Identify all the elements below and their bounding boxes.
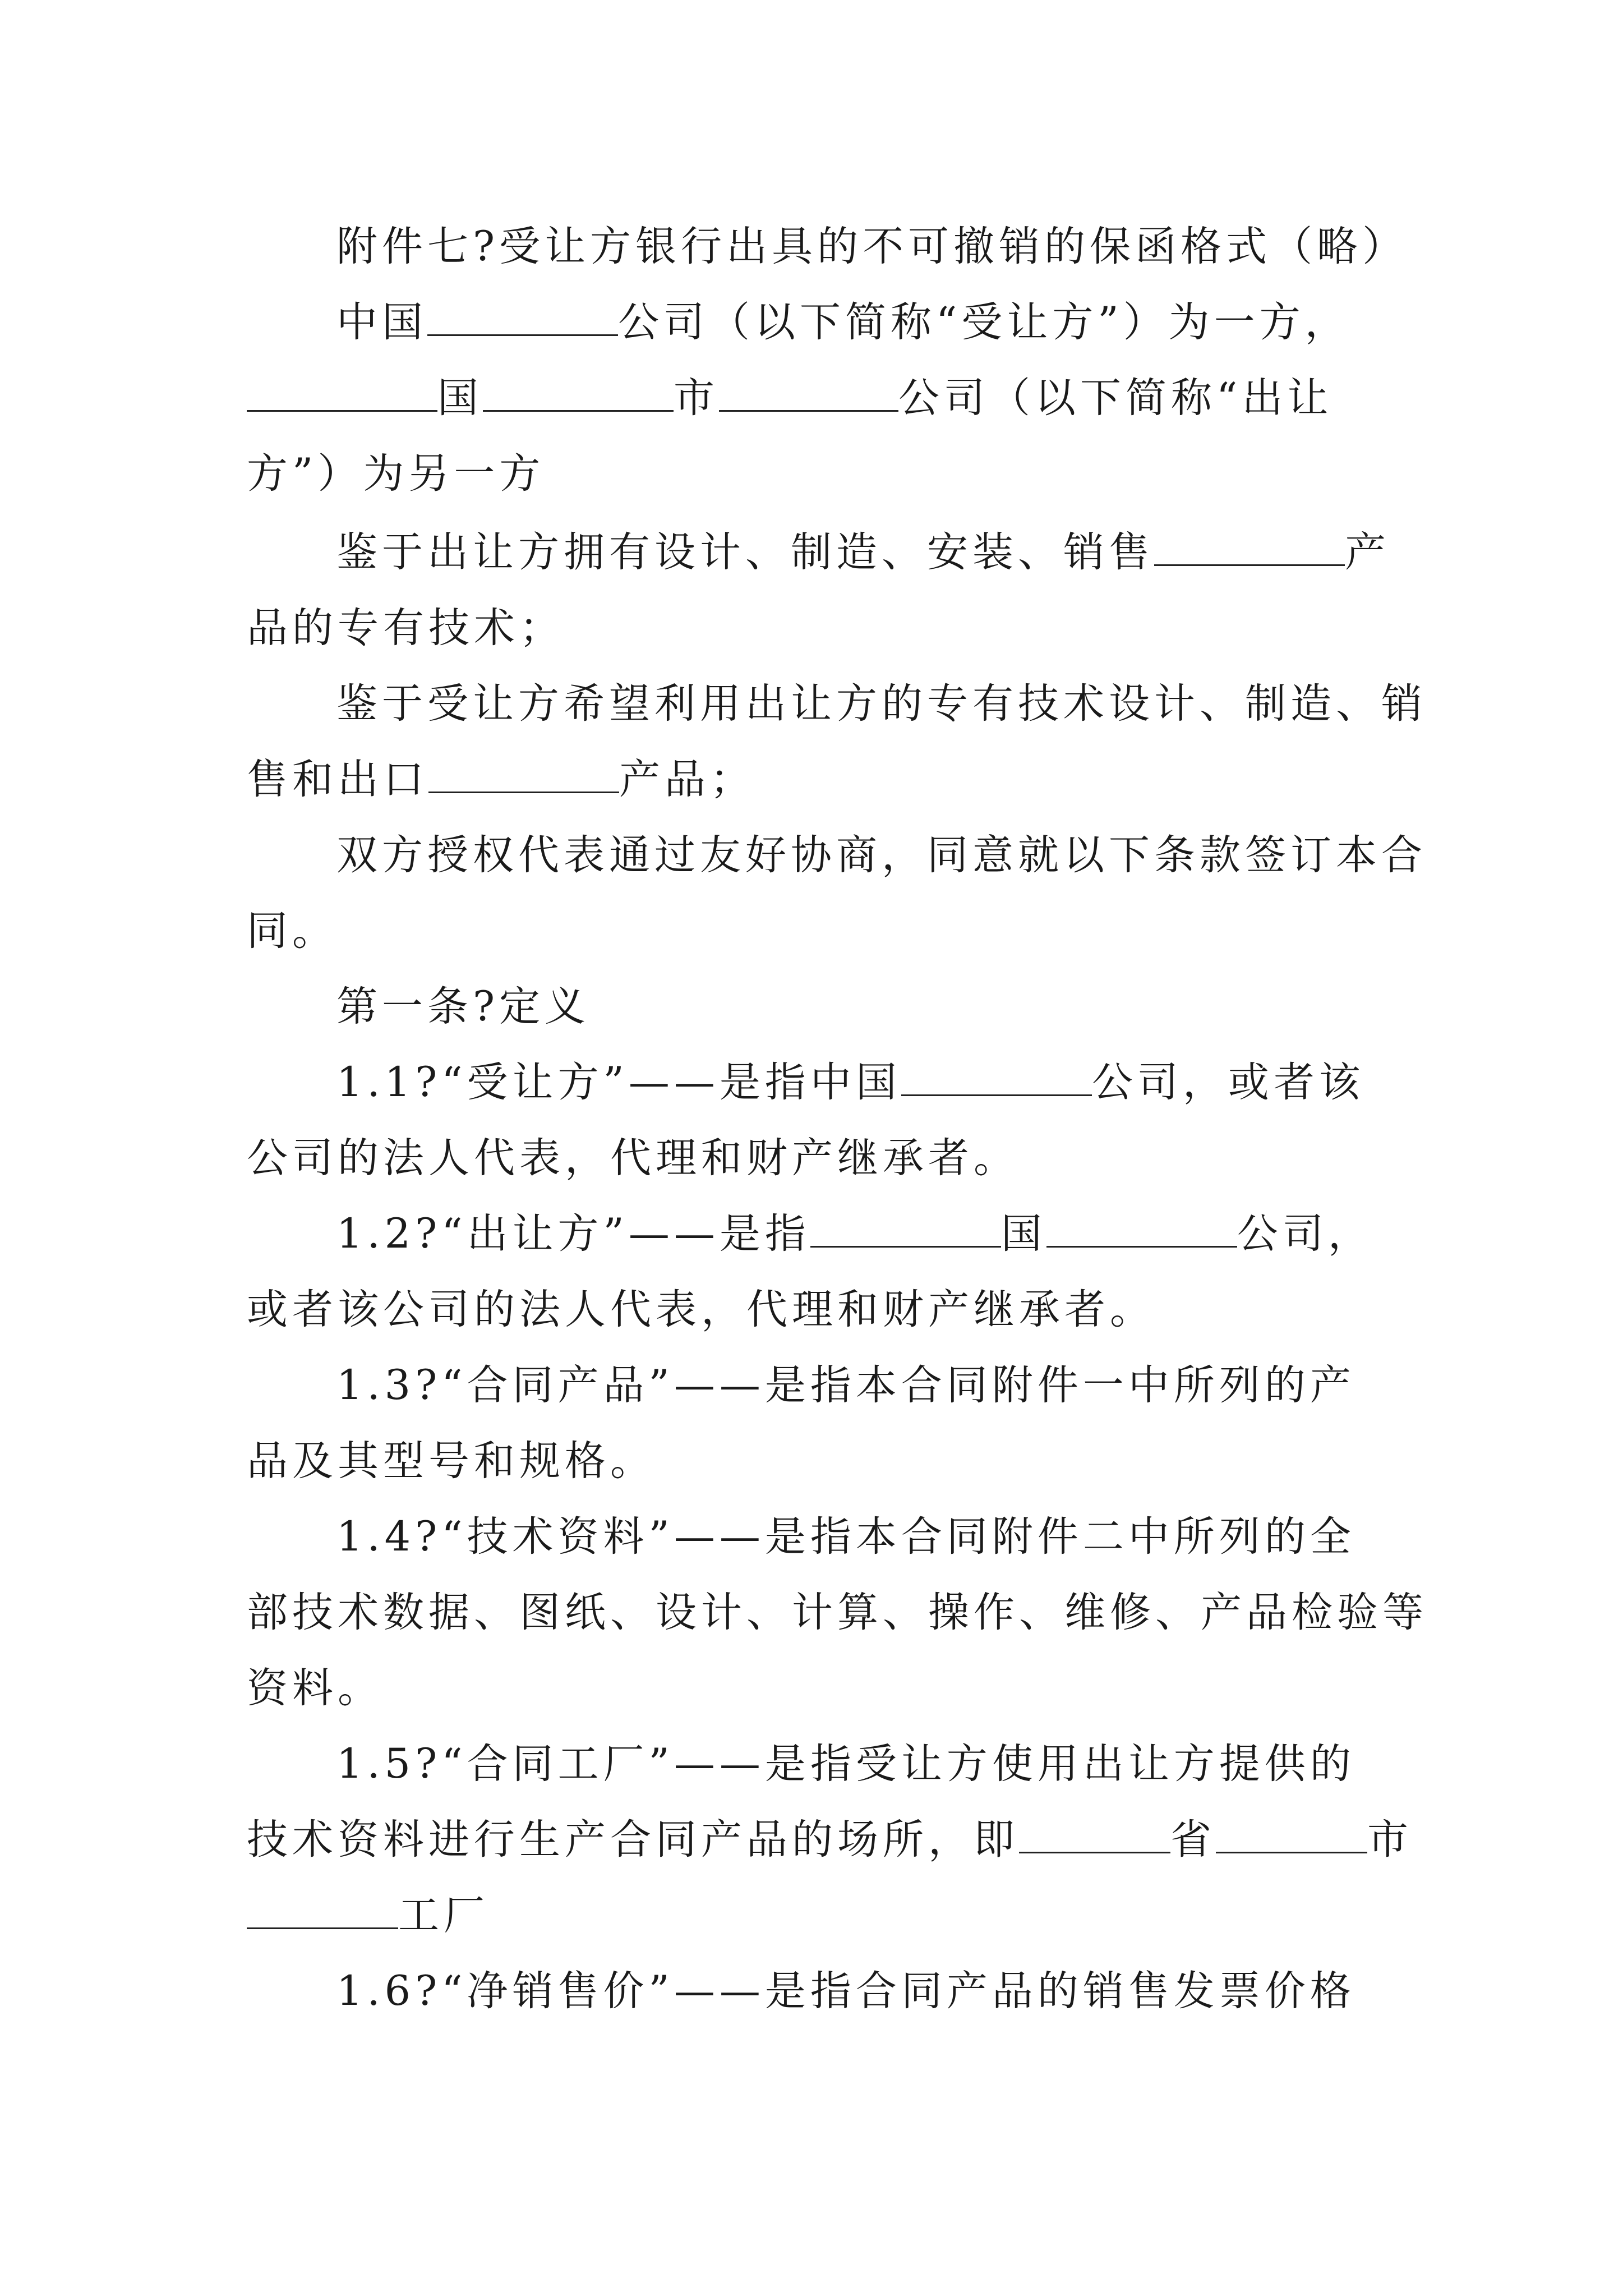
paragraph-line: 品的专有技术； [247,604,565,652]
article-1-title: 第一条?定义 [336,983,591,1030]
party-b-line: 国 市 公司（以下简称“出让 [247,370,1332,426]
blank-field [810,1212,1001,1248]
paragraph-line: 方”）为另一方 [247,450,545,498]
paragraph-line: 技术资料进行生产合同产品的场所，即 省 市 [247,1816,1413,1864]
clause-1-6-line: 1.6?“净销售价”——是指合同产品的销售发票价格 [336,1967,1355,2015]
recital-2-line: 鉴于受让方希望利用出让方的专有技术设计、制造、销 [336,680,1427,728]
paragraph-line: 公司的法人代表，代理和财产继承者。 [247,1134,1019,1182]
blank-field [483,376,674,412]
clause-1-4-line: 1.4?“技术资料”——是指本合同附件二中所列的全 [336,1513,1355,1561]
clause-1-3-line: 1.3?“合同产品”——是指本合同附件一中所列的产 [336,1361,1355,1409]
clause-1-1-line: 1.1?“受让方”——是指中国 公司，或者该 [336,1059,1364,1106]
blank-field [1046,1212,1237,1248]
paragraph-line: 或者该公司的法人代表，代理和财产继承者。 [247,1286,1155,1333]
blank-field [901,1061,1092,1096]
paragraph-line: 工厂 [247,1888,489,1944]
blank-field [1019,1818,1170,1853]
blank-field [247,376,437,412]
clause-1-2-line: 1.2?“出让方”——是指 国 公司， [336,1210,1373,1258]
blank-field [428,758,619,793]
paragraph-line: 同。 [247,907,338,955]
blank-field [1216,1818,1367,1853]
paragraph-line: 品及其型号和规格。 [247,1437,656,1485]
paragraph-line: 售和出口 产品； [247,756,755,803]
agreement-line: 双方授权代表通过友好协商，同意就以下条款签订本合 [336,831,1427,879]
blank-field [247,1894,398,1929]
blank-field [1154,531,1345,566]
blank-field [719,376,898,412]
attachment-7-heading: 附件七?受让方银行出具的不可撤销的保函格式（略） [336,223,1408,270]
clause-1-5-line: 1.5?“合同工厂”——是指受让方使用出让方提供的 [336,1740,1355,1788]
paragraph-line: 资料。 [247,1664,383,1712]
party-a-line: 中国 公司（以下简称“受让方”）为一方， [336,298,1350,346]
paragraph-line: 部技术数据、图纸、设计、计算、操作、维修、产品检验等 [247,1589,1428,1636]
blank-field [427,301,618,336]
recital-1-line: 鉴于出让方拥有设计、制造、安装、销售 产 [336,528,1390,576]
